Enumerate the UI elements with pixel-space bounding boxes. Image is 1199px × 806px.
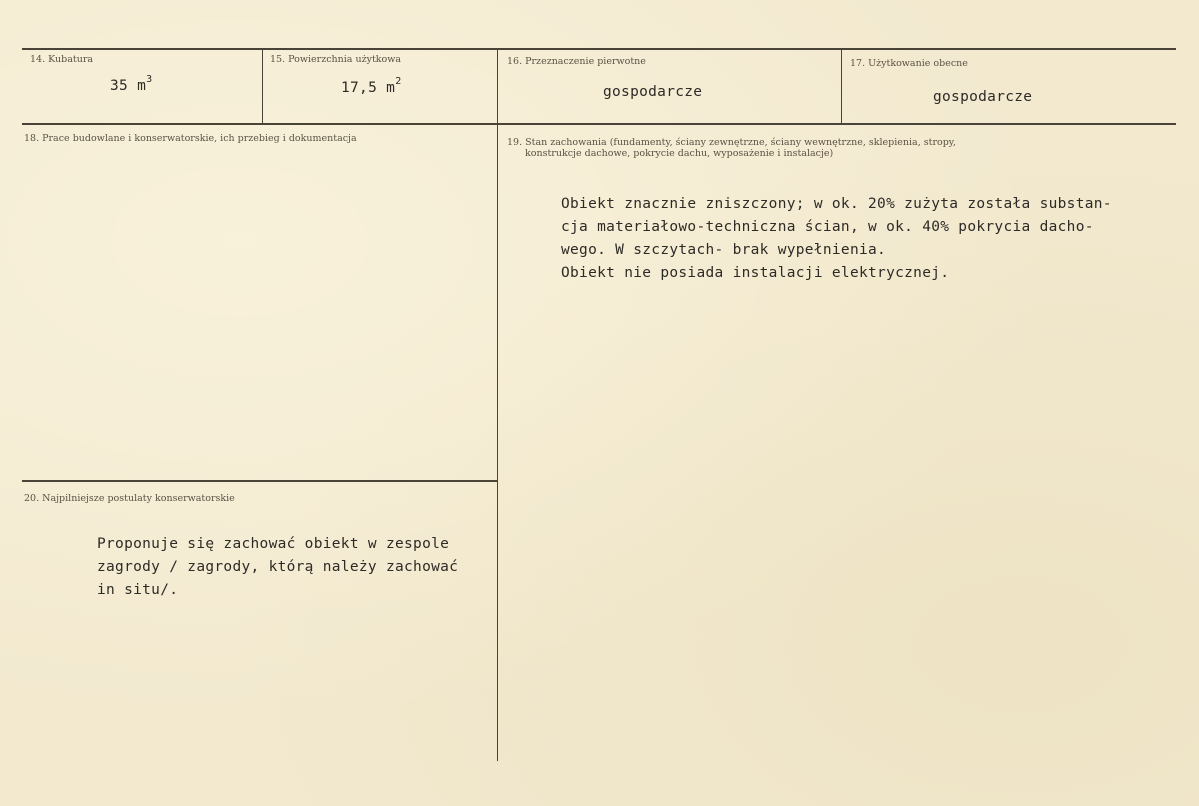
field-15-number: 17,5 m <box>341 79 396 96</box>
field-15-value <box>341 78 402 96</box>
field-14-exponent: 3 <box>146 74 153 85</box>
field-20-text <box>97 533 458 602</box>
field-14-number: 35 m <box>110 77 147 94</box>
field-19-text-line-2: cja materiałowo-techniczna ścian, w ok. 40% pokrycia dacho- <box>561 219 1094 235</box>
field-16-value: gospodarcze <box>603 84 703 100</box>
field-20-text-line-2: zagrody / zagrody, którą należy zachować <box>97 559 459 575</box>
field-14-value <box>110 76 152 94</box>
field-20-text-line-1: Proponuje się zachować obiekt w zespole <box>97 536 450 552</box>
field-14-label: 14. Kubatura <box>30 54 94 65</box>
field-19-text-line-3: wego. W szczytach- brak wypełnienia. <box>561 242 887 258</box>
header-row-rule <box>22 123 1176 125</box>
field-15-label: 15. Powierzchnia użytkowa <box>270 54 402 65</box>
field-17-label: 17. Użytkowanie obecne <box>850 58 968 69</box>
field-20-label: 20. Najpilniejsze postulaty konserwatorskie <box>24 493 235 504</box>
divider-14-15 <box>262 49 263 123</box>
field-20-text-line-3: in situ/. <box>97 582 179 598</box>
field-17-value: gospodarcze <box>933 89 1033 105</box>
field-16-label: 16. Przeznaczenie pierwotne <box>507 56 646 67</box>
field-15-exponent: 2 <box>395 76 402 87</box>
field-19-text-line-4: Obiekt nie posiada instalacji elektrycznej. <box>561 265 950 281</box>
field-18-label: 18. Prace budowlane i konserwatorskie, ich przebieg i dokumentacja <box>24 133 357 144</box>
field-19-text-line-1: Obiekt znacznie zniszczony; w ok. 20% zużyta została substan- <box>561 196 1112 212</box>
divider-main <box>497 49 498 761</box>
field-19-label-line-2: konstrukcje dachowe, pokrycie dachu, wyposażenie i instalacje) <box>525 148 834 159</box>
section-18-20-rule <box>22 480 497 482</box>
top-rule <box>22 48 1176 50</box>
divider-16-17 <box>841 49 842 123</box>
field-19-text <box>561 193 1112 285</box>
field-19-label-line-1: 19. Stan zachowania (fundamenty, ściany zewnętrzne, ściany wewnętrzne, sklepienia, stropy, <box>507 137 956 148</box>
